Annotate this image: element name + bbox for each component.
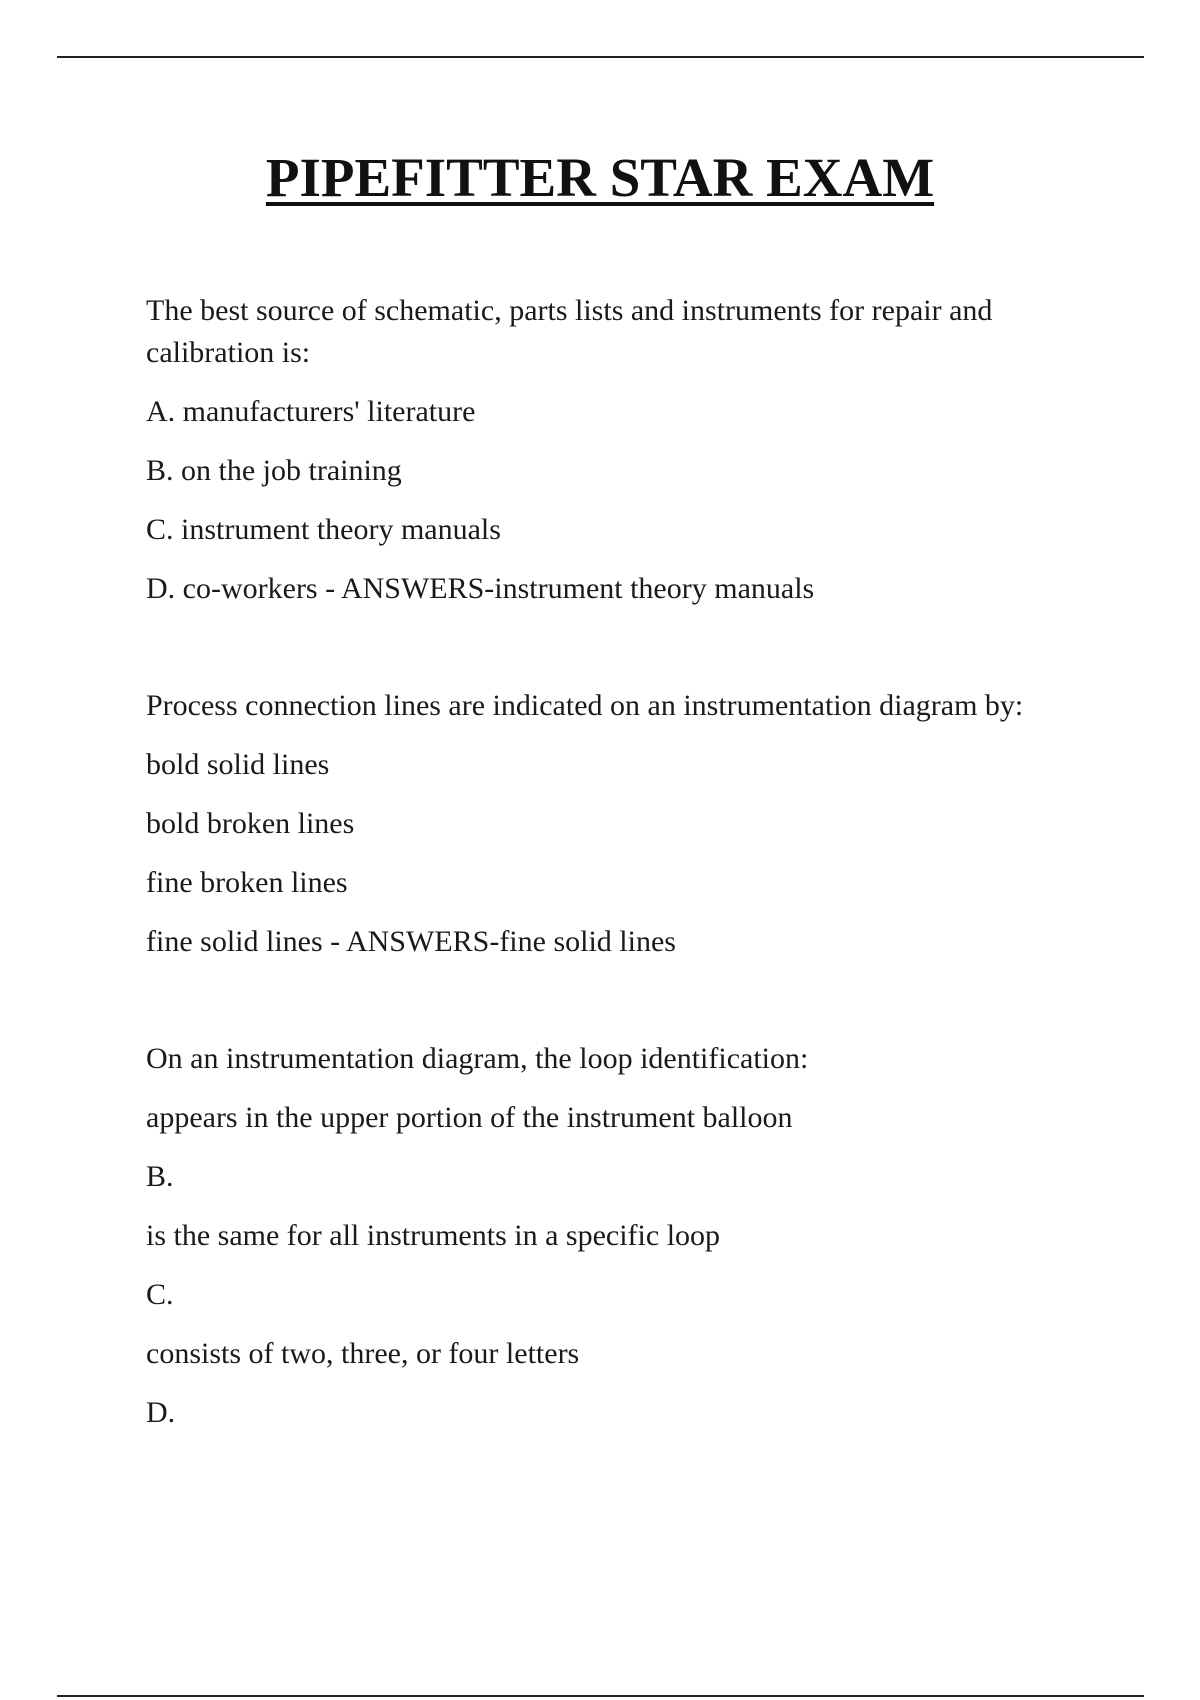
bottom-rule: [57, 1695, 1144, 1697]
page-title: [0, 145, 1200, 211]
page-title-text: PIPEFITTER STAR EXAM: [265, 147, 935, 208]
question-1: [146, 290, 1066, 610]
answer-line: fine solid lines - ANSWERS-fine solid lines: [146, 925, 676, 958]
answer-line: fine broken lines: [146, 866, 348, 899]
answer-line: bold solid lines: [146, 748, 330, 781]
question-text: On an instrumentation diagram, the loop identification:: [146, 1042, 809, 1075]
answer-line: C.: [146, 1278, 174, 1311]
answer-line: bold broken lines: [146, 807, 355, 840]
question-spacer: [146, 627, 1066, 685]
question-text: The best source of schematic, parts lists and instruments for repair and calibration is:: [146, 294, 993, 369]
question-text: Process connection lines are indicated on an instrumentation diagram by:: [146, 689, 1024, 722]
answer-line: D.: [146, 1396, 176, 1429]
answer-line: is the same for all instruments in a specific loop: [146, 1219, 721, 1252]
answer-line: consists of two, three, or four letters: [146, 1337, 580, 1370]
answer-line: appears in the upper portion of the instrument balloon: [146, 1101, 793, 1134]
answer-line: A. manufacturers' literature: [146, 395, 476, 428]
answer-line: B.: [146, 1160, 174, 1193]
question-spacer: [146, 980, 1066, 1038]
answer-line: D. co-workers - ANSWERS-instrument theory manuals: [146, 572, 815, 605]
question-3: [146, 1038, 1066, 1434]
answer-line: B. on the job training: [146, 454, 402, 487]
question-2: [146, 685, 1066, 963]
question-list: [146, 290, 1066, 1451]
answer-line: C. instrument theory manuals: [146, 513, 501, 546]
top-rule: [57, 56, 1144, 58]
